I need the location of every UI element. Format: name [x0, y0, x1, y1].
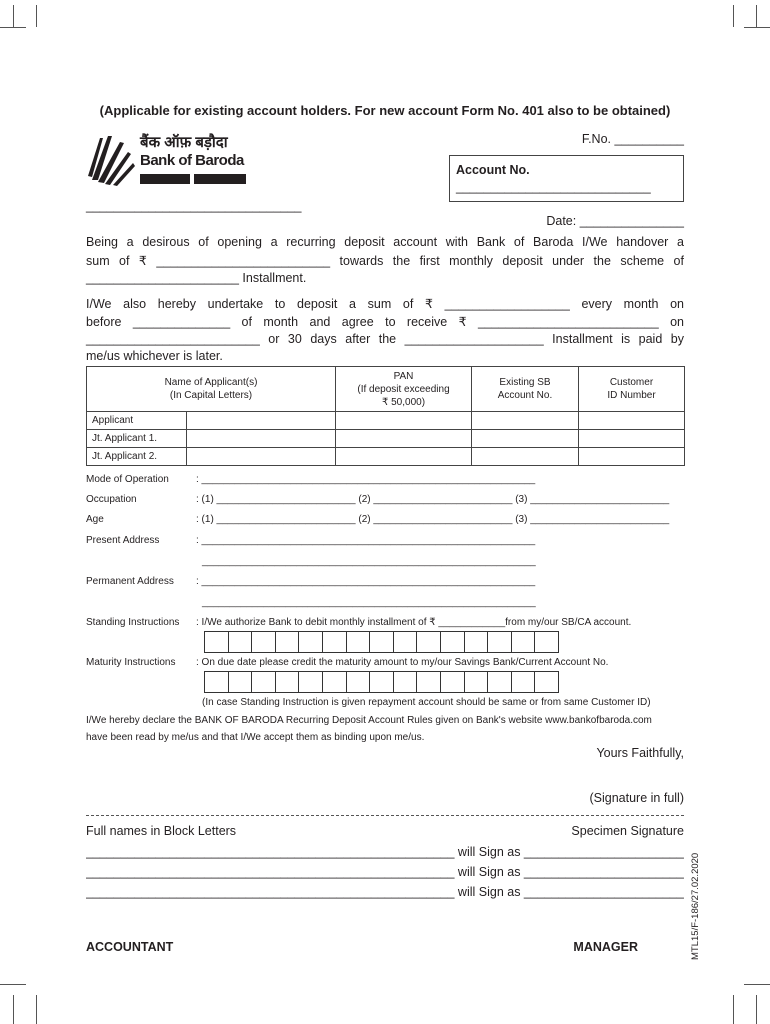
table-row — [87, 412, 685, 430]
standing-account-boxes[interactable] — [204, 631, 559, 653]
present-address-label: Present Address — [86, 535, 160, 546]
sign-row-2[interactable]: _____________________________________________________ will Sign as _______________________ — [86, 865, 684, 879]
occupation-label: Occupation — [86, 494, 137, 505]
date-field[interactable]: Date: _______________ — [546, 214, 684, 228]
logo-hindi: बैंक ऑफ़ बड़ौदा — [140, 134, 228, 151]
baroda-sun-icon — [86, 130, 138, 188]
name-cell[interactable] — [187, 412, 336, 430]
form-code: MTL15/F-186/27.02.2020 — [690, 852, 701, 960]
crop-mark — [756, 5, 757, 27]
specimen-signature-heading: Specimen Signature — [571, 824, 684, 838]
pan-cell[interactable] — [336, 412, 472, 430]
crop-mark — [733, 995, 734, 1024]
logo-english: Bank of Baroda — [140, 152, 244, 169]
maturity-instructions-text: : On due date please credit the maturity amount to my/our Savings Bank/Current Account No. — [196, 657, 609, 668]
para1-line1: Being a desirous of opening a recurring deposit account with Bank of Baroda I/We handover a — [86, 235, 684, 249]
present-address-field[interactable]: : ____________________________________________________________ — [196, 535, 536, 546]
col-header-pan: PAN (If deposit exceeding ₹ 50,000) — [336, 367, 472, 412]
applicants-table-body — [86, 411, 685, 466]
dashed-divider — [86, 815, 684, 816]
table-row — [87, 448, 685, 466]
row-label: Jt. Applicant 1. — [87, 430, 187, 448]
cid-cell[interactable] — [579, 430, 685, 448]
crop-mark — [744, 27, 770, 28]
permanent-address-field-2[interactable]: ____________________________________________________________ — [202, 597, 536, 608]
logo-tag-bar — [140, 174, 190, 184]
crop-mark — [13, 995, 14, 1024]
crop-mark — [13, 5, 14, 27]
maturity-note: (In case Standing Instruction is given repayment account should be same or from same Customer ID) — [202, 697, 651, 708]
branch-line[interactable]: _______________________________ — [86, 199, 302, 213]
crop-mark — [0, 984, 26, 985]
crop-mark — [733, 5, 734, 27]
crop-mark — [36, 5, 37, 27]
maturity-instructions-label: Maturity Instructions — [86, 657, 176, 668]
row-label: Jt. Applicant 2. — [87, 448, 187, 466]
yours-faithfully: Yours Faithfully, — [596, 746, 684, 760]
name-cell[interactable] — [187, 430, 336, 448]
name-cell[interactable] — [187, 448, 336, 466]
signature-in-full: (Signature in full) — [589, 791, 684, 805]
para2-line3: _________________________ or 30 days after the ____________________ Installment is paid by — [86, 332, 684, 346]
declaration-line2: have been read by me/us and that I/We accept them as binding upon me/us. — [86, 732, 425, 743]
declaration-line1: I/We hereby declare the BANK OF BARODA Recurring Deposit Account Rules given on Bank's website www.bankofbaroda.com — [86, 715, 652, 726]
para1-line2: sum of ₹ _________________________ towards the first monthly deposit under the scheme of — [86, 254, 684, 268]
permanent-address-field[interactable]: : ____________________________________________________________ — [196, 576, 536, 587]
age-field[interactable]: : (1) _________________________ (2) _________________________ (3) _________________________ — [196, 514, 670, 525]
col-header-name: Name of Applicant(s) (In Capital Letters) — [87, 367, 336, 412]
bank-logo — [86, 130, 251, 188]
crop-mark — [36, 995, 37, 1024]
sign-row-1[interactable]: _____________________________________________________ will Sign as _______________________ — [86, 845, 684, 859]
pan-cell[interactable] — [336, 430, 472, 448]
form-number: F.No. __________ — [581, 132, 684, 146]
pan-cell[interactable] — [336, 448, 472, 466]
row-label: Applicant — [87, 412, 187, 430]
para2-line1: I/We also hereby undertake to deposit a sum of ₹ __________________ every month on — [86, 297, 684, 311]
cid-cell[interactable] — [579, 448, 685, 466]
standing-instructions-text: : I/We authorize Bank to debit monthly installment of ₹ ____________from my/our SB/CA account. — [196, 617, 632, 628]
sign-row-3[interactable]: _____________________________________________________ will Sign as _______________________ — [86, 885, 684, 899]
sb-cell[interactable] — [472, 430, 579, 448]
sb-cell[interactable] — [472, 448, 579, 466]
header-note: (Applicable for existing account holders. For new account Form No. 401 also to be obtained) — [99, 103, 671, 118]
crop-mark — [0, 27, 26, 28]
table-row — [87, 430, 685, 448]
full-names-heading: Full names in Block Letters — [86, 824, 237, 838]
account-no-label: Account No. — [456, 163, 530, 177]
col-header-customer-id: Customer ID Number — [579, 367, 685, 412]
para2-line2: before ______________ of month and agree to receive ₹ __________________________ on — [86, 315, 684, 329]
occupation-field[interactable]: : (1) _________________________ (2) _________________________ (3) _________________________ — [196, 494, 670, 505]
para2-line4: me/us whichever is later. — [86, 349, 223, 363]
para1-line3: ______________________ Installment. — [86, 271, 307, 285]
sb-cell[interactable] — [472, 412, 579, 430]
present-address-field-2[interactable]: ____________________________________________________________ — [202, 556, 536, 567]
cid-cell[interactable] — [579, 412, 685, 430]
logo-tag-bar — [194, 174, 246, 184]
permanent-address-label: Permanent Address — [86, 576, 174, 587]
standing-instructions-label: Standing Instructions — [86, 617, 180, 628]
applicants-table — [86, 366, 685, 412]
mode-label: Mode of Operation — [86, 474, 169, 485]
crop-mark — [744, 984, 770, 985]
crop-mark — [756, 995, 757, 1024]
col-header-sb-account: Existing SB Account No. — [472, 367, 579, 412]
maturity-account-boxes[interactable] — [204, 671, 559, 693]
accountant-label: ACCOUNTANT — [86, 940, 174, 954]
account-no-field[interactable]: ____________________________ — [456, 180, 651, 194]
account-no-box — [449, 155, 684, 202]
mode-field[interactable]: : ____________________________________________________________ — [196, 474, 536, 485]
age-label: Age — [86, 514, 104, 525]
manager-label: MANAGER — [573, 940, 638, 954]
